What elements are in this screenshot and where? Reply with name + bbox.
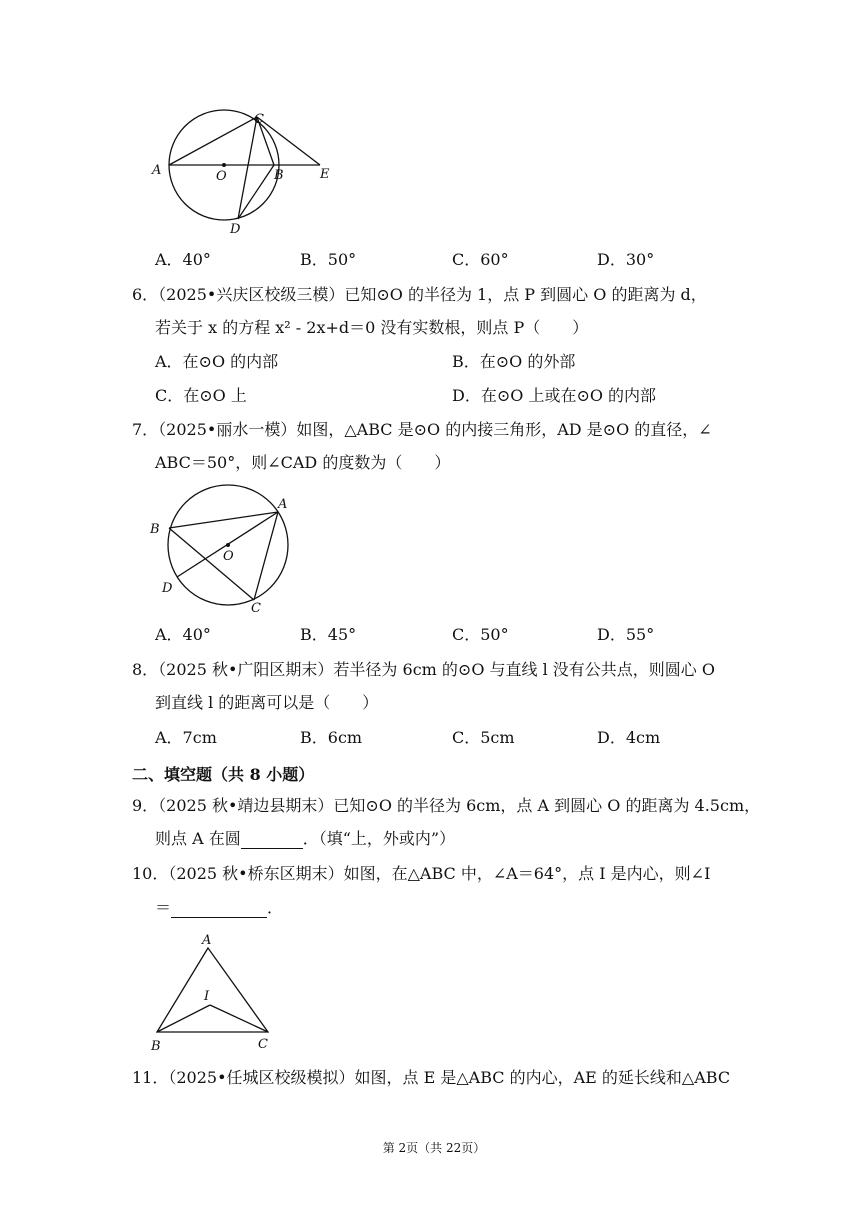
- q7-option-d: D．55°: [597, 625, 655, 644]
- q10-label-c: C: [258, 1037, 268, 1052]
- q7-label-b: B: [150, 522, 160, 537]
- q10-label-a: A: [202, 933, 212, 948]
- q6-option-d: D．在⊙O 上或在⊙O 的内部: [452, 386, 657, 405]
- q11-stem-line1: 11．（2025•任城区校级模拟）如图，点 E 是△ABC 的内心，AE 的延长线和△ABC: [132, 1068, 731, 1087]
- q5-figure: [150, 108, 340, 238]
- q10-text-post: ．: [267, 898, 284, 917]
- section-heading: 二、填空题（共 8 小题）: [132, 765, 315, 784]
- q6-option-c: C．在⊙O 上: [155, 386, 247, 405]
- q5-option-d: D．30°: [597, 250, 655, 269]
- q7-option-c: C．50°: [452, 625, 509, 644]
- q10-answer-blank[interactable]: [171, 901, 267, 918]
- q8-stem-line1: 8．（2025 秋•广阳区期末）若半径为 6cm 的⊙O 与直线 l 没有公共点，则圆心 O: [132, 660, 716, 679]
- q7-label-c: C: [251, 601, 261, 616]
- q5-label-e: E: [320, 167, 330, 182]
- q6-option-b: B．在⊙O 的外部: [452, 352, 576, 371]
- q7-option-a: A．40°: [155, 625, 211, 644]
- q8-stem-line2: 到直线 l 的距离可以是（ ）: [155, 693, 379, 712]
- q9-text-post: ．（填“上，外或内”）: [302, 829, 456, 848]
- q10-label-i: I: [204, 989, 210, 1004]
- q7-stem-line2: ABC＝50°，则∠CAD 的度数为（ ）: [155, 453, 451, 472]
- q9-stem-line2: [155, 829, 455, 849]
- q8-option-b: B．6cm: [300, 728, 363, 747]
- q5-label-b: B: [274, 168, 284, 183]
- q10-stem-line2: [155, 898, 283, 918]
- q7-label-a: A: [278, 497, 288, 512]
- q10-stem-line1: 10．（2025 秋•桥东区期末）如图，在△ABC 中，∠A＝64°，点 I 是内心，则∠I: [132, 864, 711, 883]
- q7-figure: [148, 482, 298, 617]
- q10-text-pre: ＝: [155, 898, 172, 917]
- q9-text-pre: 则点 A 在圆: [155, 829, 241, 848]
- q8-option-d: D．4cm: [597, 728, 661, 747]
- q5-label-d: D: [230, 222, 241, 237]
- q10-label-b: B: [151, 1039, 161, 1054]
- q9-answer-blank[interactable]: [241, 832, 303, 849]
- q5-label-c: C: [254, 112, 264, 127]
- q5-option-c: C．60°: [452, 250, 509, 269]
- q6-stem-line2: 若关于 x 的方程 x² ‑ 2x+d＝0 没有实数根，则点 P（ ）: [155, 318, 589, 337]
- q7-stem-line1: 7．（2025•丽水一模）如图，△ABC 是⊙O 的内接三角形，AD 是⊙O 的直径，∠: [132, 420, 712, 439]
- q5-option-a: A．40°: [155, 250, 211, 269]
- q8-option-a: A．7cm: [155, 728, 217, 747]
- page-footer: 第 2页（共 22页）: [382, 1141, 486, 1155]
- q6-option-a: A．在⊙O 的内部: [155, 352, 279, 371]
- q7-label-o: O: [223, 549, 234, 564]
- q5-label-o: O: [216, 169, 227, 184]
- q8-option-c: C．5cm: [452, 728, 515, 747]
- q7-option-b: B．45°: [300, 625, 357, 644]
- q9-stem-line1: 9．（2025 秋•靖边县期末）已知⊙O 的半径为 6cm，点 A 到圆心 O 的距离为 4.5cm，: [132, 796, 761, 815]
- q7-label-d: D: [162, 581, 173, 596]
- q5-option-b: B．50°: [300, 250, 357, 269]
- q10-figure: [148, 930, 278, 1055]
- q5-label-a: A: [152, 163, 162, 178]
- q6-stem-line1: 6．（2025•兴庆区校级三模）已知⊙O 的半径为 1，点 P 到圆心 O 的距离为 d，: [132, 285, 707, 304]
